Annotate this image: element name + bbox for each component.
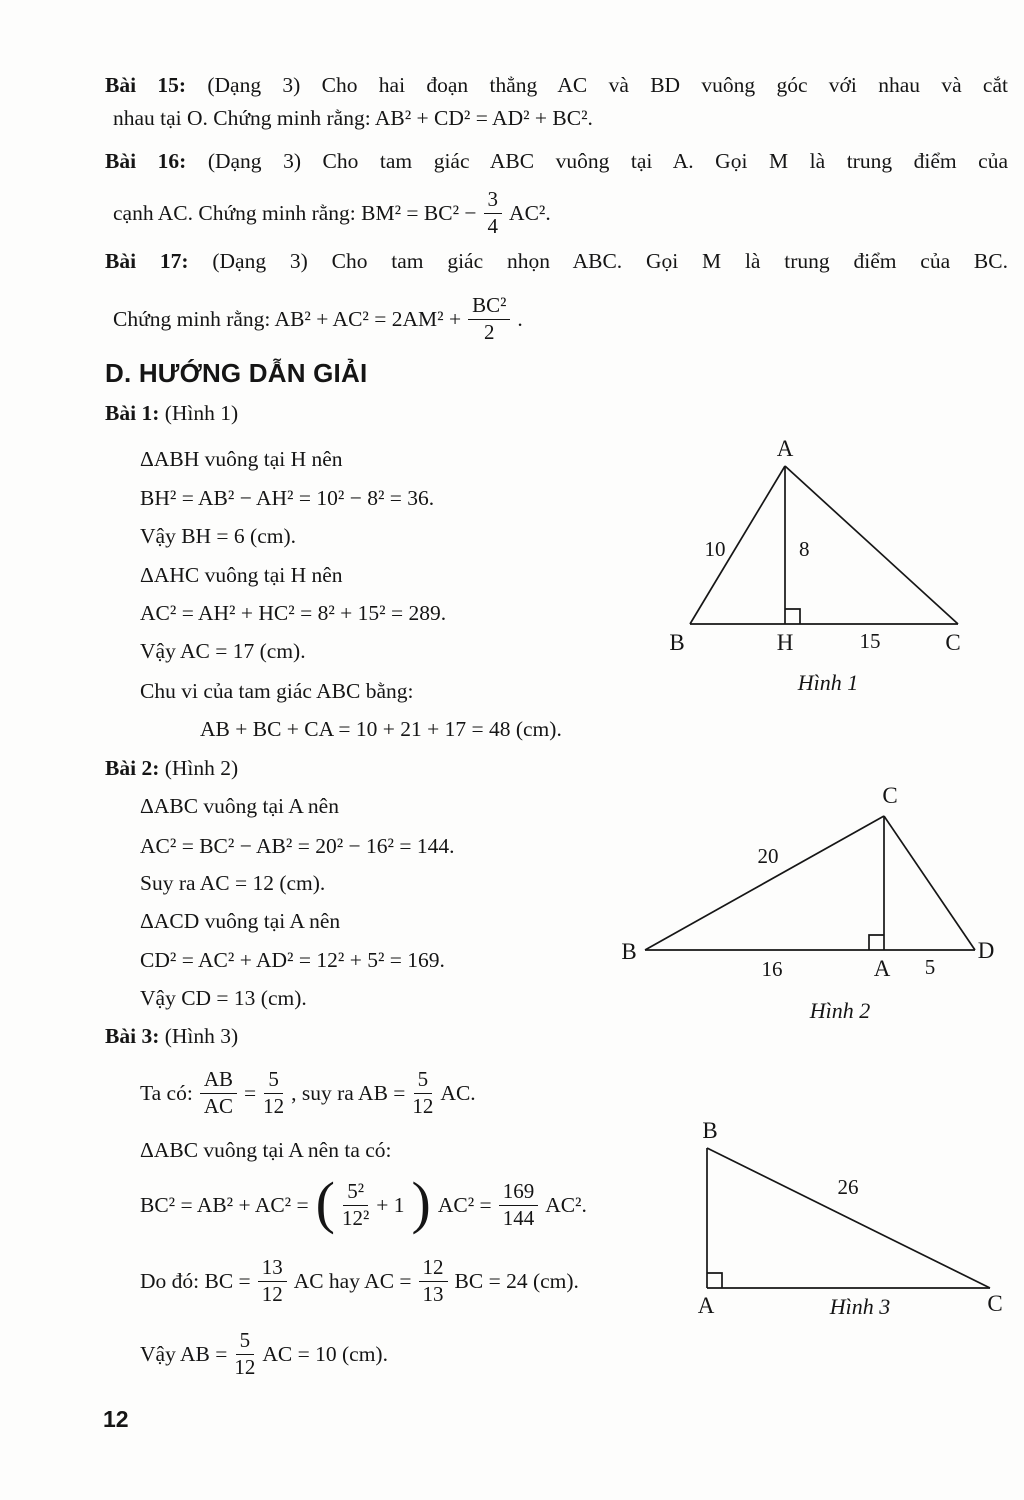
vertex-label-c: C — [945, 630, 961, 655]
problem-16-line-2 — [113, 184, 551, 242]
fraction-bc2-2: $\frac{\text{BC²}}{2}$ — [468, 294, 510, 344]
solution-3-title — [105, 1021, 238, 1051]
solution-3-dodo-line — [140, 1252, 579, 1310]
side-length-ah: 8 — [799, 537, 810, 561]
section-heading: D. HƯỚNG DẪN GIẢI — [105, 358, 368, 388]
side-bc — [645, 816, 884, 950]
fraction-12-13: $\frac{12}{13}$ — [419, 1256, 448, 1306]
vertex-label-b: B — [669, 630, 685, 655]
solution-2-line: ΔABC vuông tại A nên — [140, 794, 339, 818]
side-length-ab: 10 — [704, 537, 726, 561]
side-length-bc: 20 — [757, 844, 779, 868]
problem-15-text-1: (Dạng 3) Cho hai đoạn thẳng AC và BD vuông góc với nhau và cắt — [207, 73, 1008, 97]
fraction-5-12: $\frac{5}{12}$ — [234, 1327, 256, 1379]
problem-16-line-1 — [105, 146, 1008, 176]
solution-1-title — [105, 398, 238, 428]
vertex-label-a: A — [873, 956, 891, 981]
solution-3-text: AC. — [440, 1080, 476, 1105]
side-length-ad: 5 — [924, 955, 936, 979]
vertex-label-c: C — [882, 783, 898, 808]
solution-3-text: BC = 24 (cm). — [454, 1268, 579, 1293]
solution-1-label: Bài 1: — [105, 401, 160, 425]
solution-1-line: Vậy AC = 17 (cm). — [140, 639, 306, 663]
solution-3-text: AC² = — [437, 1192, 492, 1217]
vertex-label-h: H — [776, 630, 794, 655]
solution-3-taco-line — [140, 1064, 476, 1122]
figure-2-triangle-bcd — [612, 778, 1012, 1033]
figure-2-caption: Hình 2 — [809, 998, 871, 1023]
problem-17-line-1 — [105, 246, 1008, 276]
solution-3-text: Do đó: BC = — [140, 1268, 251, 1293]
vertex-label-c: C — [987, 1291, 1003, 1316]
problem-16-text-3: AC². — [509, 200, 551, 225]
right-angle-mark — [785, 609, 800, 624]
solution-1-line: ΔAHC vuông tại H nên — [140, 563, 343, 587]
solution-3-text: + 1 — [376, 1192, 405, 1217]
fraction-13-12: $\frac{13}{12}$ — [258, 1256, 287, 1306]
problem-17-text-3: . — [517, 306, 523, 331]
solution-3-text: AC hay AC = — [293, 1268, 412, 1293]
side-bc — [707, 1148, 990, 1288]
side-length-bc: 26 — [837, 1175, 859, 1199]
problem-15-line-2: nhau tại O. Chứng minh rằng: AB² + CD² = AD² + BC². — [113, 106, 593, 130]
page-number: 12 — [103, 1406, 129, 1432]
solution-1-line: BH² = AB² − AH² = 10² − 8² = 36. — [140, 486, 435, 510]
solution-1-perimeter-line: AB + BC + CA = 10 + 21 + 17 = 48 (cm). — [200, 717, 562, 741]
solution-3-text: = — [244, 1080, 257, 1105]
figure-1-triangle-abh — [615, 432, 1005, 707]
fraction-5-12: $\frac{5}{12}$ — [263, 1066, 285, 1118]
solution-3-text: BC² = AB² + AC² = — [140, 1192, 309, 1217]
side-ac — [785, 466, 958, 624]
problem-16-label: Bài 16: — [105, 149, 187, 173]
solution-2-line: Suy ra AC = 12 (cm). — [140, 871, 326, 895]
solution-3-line: ΔABC vuông tại A nên ta có: — [140, 1138, 392, 1162]
solution-3-ref: (Hình 3) — [164, 1024, 239, 1048]
problem-17-text-1: (Dạng 3) Cho tam giác nhọn ABC. Gọi M là trung điểm của BC. — [212, 249, 1008, 273]
solution-3-text: AC². — [545, 1192, 587, 1217]
fraction-3-4: $\frac{3}{4}$ — [484, 188, 503, 238]
solution-1-line: ΔABH vuông tại H nên — [140, 447, 343, 471]
solution-3-text: AC = 10 (cm). — [262, 1341, 388, 1366]
solution-2-ref: (Hình 2) — [164, 756, 239, 780]
vertex-label-d: D — [977, 938, 995, 963]
fraction-5sq-12sq: $\frac{\text{5²}}{\text{12²}}$ — [341, 1178, 370, 1230]
vertex-label-b: B — [702, 1118, 718, 1143]
solution-3-text: Ta có: — [140, 1080, 193, 1105]
solution-3-label: Bài 3: — [105, 1024, 160, 1048]
solution-1-line: Vậy BH = 6 (cm). — [140, 524, 297, 548]
solution-2-label: Bài 2: — [105, 756, 160, 780]
figure-3-triangle-abc — [650, 1098, 1024, 1333]
problem-17-line-2 — [113, 290, 523, 348]
solution-1-ref: (Hình 1) — [164, 401, 239, 425]
solution-3-text: Vậy AB = — [140, 1341, 228, 1366]
problem-17-label: Bài 17: — [105, 249, 189, 273]
close-paren: ) — [411, 1169, 431, 1235]
fraction-5-12: $\frac{5}{12}$ — [412, 1066, 434, 1118]
solution-1-line: AC² = AH² + HC² = 8² + 15² = 289. — [140, 601, 447, 625]
right-angle-mark — [869, 935, 884, 950]
solution-3-equation-line — [140, 1170, 587, 1240]
solution-3-text: , suy ra AB = — [291, 1080, 406, 1105]
side-length-ba: 16 — [761, 957, 783, 981]
problem-15-line-1 — [105, 70, 1008, 100]
side-cd — [884, 816, 975, 950]
fraction-169-144: $\frac{169}{144}$ — [499, 1180, 539, 1230]
vertex-label-a: A — [697, 1293, 715, 1318]
fraction-ab-ac: $\frac{AB}{AC}$ — [200, 1068, 237, 1118]
vertex-label-b: B — [621, 939, 637, 964]
right-angle-mark — [707, 1273, 722, 1288]
solution-2-line: AC² = BC² − AB² = 20² − 16² = 144. — [140, 834, 455, 858]
solution-1-line: Chu vi của tam giác ABC bằng: — [140, 679, 414, 703]
solution-2-line: Vậy CD = 13 (cm). — [140, 986, 307, 1010]
side-length-hc: 15 — [859, 629, 881, 653]
figure-3-caption: Hình 3 — [829, 1294, 891, 1319]
solution-2-title — [105, 753, 238, 783]
open-paren: ( — [315, 1169, 335, 1235]
solution-2-line: CD² = AC² + AD² = 12² + 5² = 169. — [140, 948, 445, 972]
problem-15-label: Bài 15: — [105, 73, 187, 97]
vertex-label-a: A — [776, 436, 794, 461]
problem-17-text-2: Chứng minh rằng: AB² + AC² = 2AM² + — [113, 306, 462, 331]
solution-3-vay-line — [140, 1325, 388, 1383]
figure-1-caption: Hình 1 — [797, 670, 859, 695]
problem-16-text-1: (Dạng 3) Cho tam giác ABC vuông tại A. Gọi M là trung điểm của — [207, 149, 1008, 173]
solution-2-line: ΔACD vuông tại A nên — [140, 909, 341, 933]
problem-16-text-2: cạnh AC. Chứng minh rằng: BM² = BC² − — [113, 200, 477, 225]
